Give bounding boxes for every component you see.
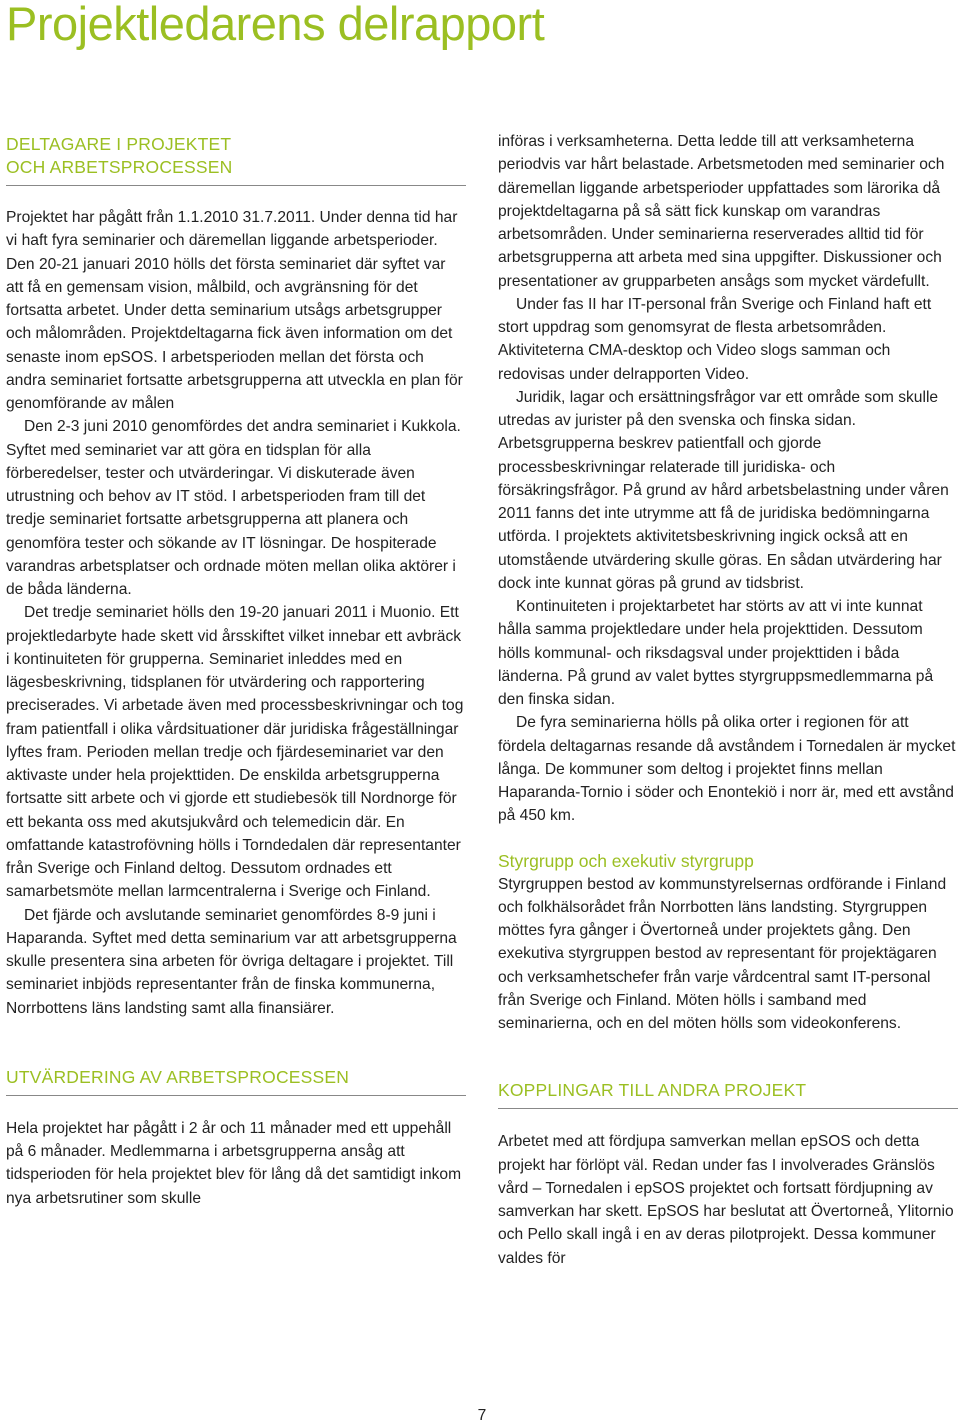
body-paragraph: Den 2-3 juni 2010 genomfördes det andra seminariet i Kukkola. Syftet med seminariet var att göra en tidsplan för alla förberedelser, tester och utvärderingar. Vi diskuterade även utrustning och behov av IT stöd. I arbetsperioden fram till det tredje seminariet fortsatte arbetsgrupperna att planera och genomföra tester och sökande av IT lösningar. De hospiterade varandras arbetsplatser och ordnade möten mellan olika aktörer i de båda länderna. — [6, 418, 461, 598]
section-heading-line: DELTAGARE I PROJEKTET — [6, 134, 232, 154]
body-paragraph: Under fas II har IT-personal från Sverige och Finland haft ett stort uppdrag som genomsyrat de flesta arbetsområden. Aktiviteterna CMA-desktop och Video slogs samman och redovisas under delrapporten Video. — [498, 295, 932, 383]
body-paragraph: Det fjärde och avslutande seminariet genomfördes 8-9 juni i Haparanda. Syftet med detta seminarium var att arbetsgrupperna skulle presentera sina arbeten för övriga deltagare i projektet. Till seminariet inbjöds representanter från de finska kommunerna, Norrbottens läns landsting samt alla finansiärer. — [6, 906, 457, 1017]
body-paragraph: Det tredje seminariet hölls den 19-20 januari 2011 i Muonio. Ett projektledarbyte hade skett vid årsskiftet vilket innebar ett avbräck i kontinuiteten för grupperna. Seminariet inleddes med en lägesbeskrivning, tidsplanen för utvärdering och rapportering preciserades. Vi arbetade även med processbeskrivningar och tog fram patientfall i olika vårdsituationer där juridiska frågeställningar lyftes fram. Perioden mellan tredje och fjärdeseminariet var den aktivaste under hela projekttiden. De enskilda arbetsgrupperna fortsatte sitt arbete och vi gjorde ett studiebesök till Nordnorge för ett bekanta oss med akutsjukvård och telemedicin där. En omfattande katastrofövning hölls i Torndedalen där representanter från Sverige och Finland deltog. Dessutom ordnades ett samarbetsmöte mellan larmcentralerna i Sverige och Finland. — [6, 604, 464, 901]
page-title: Projektledarens delrapport — [6, 0, 545, 50]
section-heading-utvardering: UTVÄRDERING AV ARBETSPROCESSEN — [6, 1066, 350, 1087]
right-column — [498, 130, 958, 1270]
body-paragraph: Kontinuiteten i projektarbetet har störts av att vi inte kunnat hålla samma projektledare under hela projekttiden. Dessutom hölls kommunal- och riksdagsval under projekttiden i båda länderna. På grund av valet byttes styrgruppsmedlemmarna på den finska sidan. — [498, 598, 934, 708]
section-heading-deltagare — [6, 133, 466, 179]
left-column — [6, 133, 466, 1210]
section-heading-line: OCH ARBETSPROCESSEN — [6, 157, 233, 177]
body-paragraph: De fyra seminarierna hölls på olika orter i regionen för att fördela deltagarnas resande då avståndem i Tornedalen är mycket långa. De kommuner som deltog i projektet finns mellan Haparanda-Tornio i söder och Enontekiö i norr är, med ett avstånd på 450 km. — [498, 714, 956, 825]
body-paragraph: Arbetet med att fördjupa samverkan mellan epSOS och detta projekt har förlöpt väl. Redan under fas I involverades Gränslös vård – Tornedalen i epSOS projektet och fortsatt fördjupning av samverkan har skett. EpSOS har beslutat att Övertorneå, Ylitornio och Pello skall ingå i en av deras pilotprojekt. Dessa kommuner valdes för — [498, 1133, 954, 1267]
body-paragraph: Juridik, lagar och ersättningsfrågor var ett område som skulle utredas av jurister på den svenska och finska sidan. Arbetsgrupperna beskrev patientfall och gjorde processbeskrivningar relaterade till juridiska- och försäkringsfrågor. På grund av hård arbetsbelastning under våren 2011 fanns det inte utrymme att få de juridiska bedömningarna utförda. I projektets aktivitetsbeskrivning ingick också att en utomstående utvärdering skulle göras. En sådan utvärdering har dock inte kunnat göras på grund av tidsbrist. — [498, 388, 949, 592]
subheading-styrgrupp: Styrgrupp och exekutiv styrgrupp — [498, 850, 754, 871]
body-paragraph: Styrgruppen bestod av kommunstyrelsernas ordförande i Finland och folkhälsorådet från Norrbotten läns landsting. Styrgruppen möttes fyra gånger i Övertorneå under projektets gång. Den exekutiva styrgruppen bestod av representant för projektägaren och verksamhetschefer från varje vårdcentral samt IT-personal från Sverige och Finland. Möten hölls i samband med seminarierna, och en del möten hölls som videokonferens. — [498, 875, 947, 1032]
section-heading-kopplingar: KOPPLINGAR TILL ANDRA PROJEKT — [498, 1080, 807, 1101]
body-paragraph: Hela projektet har pågått i 2 år och 11 månader med ett uppehåll på 6 månader. Medlemmarna i arbetsgrupperna ansåg att tidsperioden för hela projektet blev för lång då det samtidigt inkom nya arbetsrutiner som skulle — [6, 1119, 462, 1207]
body-paragraph: införas i verksamheterna. Detta ledde till att verksamheterna periodvis var hårt belastade. Arbetsmetoden med seminarier och däremellan liggande arbetsperioder uppfattades som lärorika då projektdeltagarna på så sätt fick kunskap om varandras arbetsområden. Under seminarierna reserverades alltid tid för arbetsgrupperna att arbeta med sina uppgifter. Diskussioner och presentationer av grupparbeten ansågs som mycket värdefullt. — [498, 133, 945, 290]
body-paragraph: Projektet har pågått från 1.1.2010 31.7.2011. Under denna tid har vi haft fyra seminarier och däremellan liggande arbetsperioder. Den 20-21 januari 2010 hölls det första seminariet där syftet var att få en gemensam vision, målbild, och avgränsning för det fortsatta arbetet. Under detta seminarium utsågs arbetsgrupper och målområden. Projektdeltagarna fick även information om det senaste inom epSOS. I arbetsperioden mellan det första och andra seminariet fortsatte arbetsgrupperna att utveckla en plan för genomförande av målen — [6, 209, 463, 412]
page-number: 7 — [477, 1407, 487, 1424]
